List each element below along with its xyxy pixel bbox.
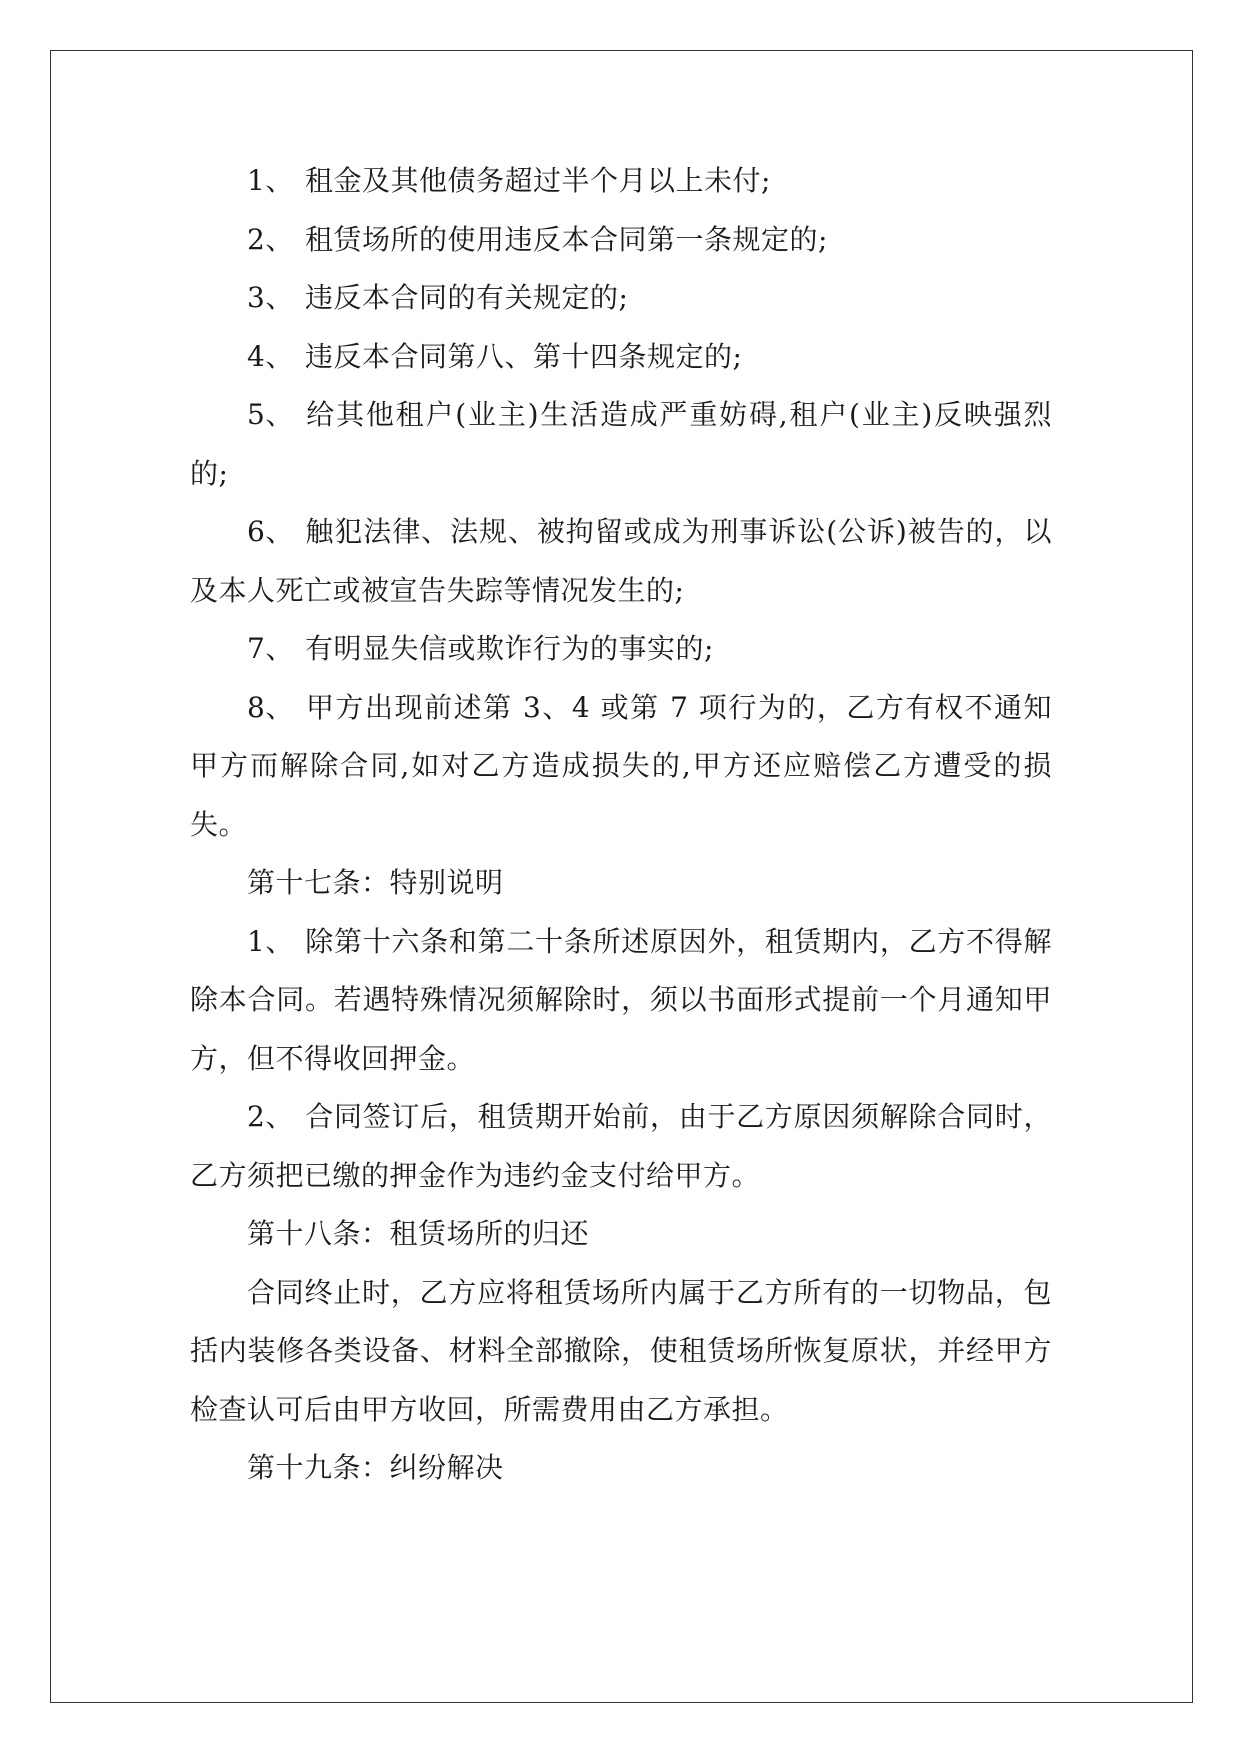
item-number: 6、 — [247, 515, 294, 548]
clause-item-6 — [190, 503, 1052, 620]
heading-text: 第十九条：纠纷解决 — [247, 1451, 504, 1484]
item-number: 3、 — [247, 281, 294, 314]
item-number: 7、 — [247, 632, 294, 665]
item-text: 触犯法律、法规、被拘留或成为刑事诉讼(公诉)被告的，以及本人死亡或被宣告失踪等情况发生的; — [190, 515, 1052, 607]
clause-item-8 — [190, 679, 1052, 855]
item-number: 5、 — [247, 398, 294, 431]
article-18-body — [190, 1264, 1052, 1440]
heading-text: 第十八条：租赁场所的归还 — [247, 1217, 590, 1250]
clause-item-5 — [190, 386, 1052, 503]
item-number: 1、 — [247, 164, 294, 197]
article-17-item-2 — [190, 1088, 1052, 1205]
item-text: 除第十六条和第二十条所述原因外，租赁期内，乙方不得解除本合同。若遇特殊情况须解除时，须以书面形式提前一个月通知甲方，但不得收回押金。 — [190, 924, 1052, 1075]
item-text: 违反本合同第八、第十四条规定的; — [305, 339, 743, 373]
item-text: 有明显失信或欺诈行为的事实的; — [305, 632, 714, 665]
clause-item-3 — [190, 269, 1052, 328]
article-17-heading — [190, 854, 1052, 913]
item-text: 甲方出现前述第 3、4 或第 7 项行为的，乙方有权不通知甲方而解除合同,如对乙方造成损失的,甲方还应赔偿乙方遭受的损失。 — [190, 690, 1052, 841]
item-number: 4、 — [247, 339, 294, 373]
item-text: 租金及其他债务超过半个月以上未付; — [305, 164, 771, 197]
heading-text: 第十七条：特别说明 — [247, 866, 504, 899]
article-18-heading — [190, 1205, 1052, 1264]
item-text: 合同签订后，租赁期开始前，由于乙方原因须解除合同时，乙方须把已缴的押金作为违约金支付给甲方。 — [190, 1100, 1052, 1192]
item-text: 违反本合同的有关规定的; — [305, 281, 629, 314]
document-body — [190, 152, 1052, 1498]
article-17-item-1 — [190, 913, 1052, 1089]
clause-item-2 — [190, 211, 1052, 270]
item-number: 2、 — [247, 1100, 294, 1133]
item-text: 给其他租户(业主)生活造成严重妨碍,租户(业主)反映强烈的; — [190, 398, 1052, 490]
item-text: 租赁场所的使用违反本合同第一条规定的; — [305, 222, 828, 256]
article-19-heading — [190, 1439, 1052, 1498]
item-number: 8、 — [247, 690, 294, 724]
clause-item-1 — [190, 152, 1052, 211]
clause-item-7 — [190, 620, 1052, 679]
item-number: 2、 — [247, 222, 294, 256]
item-number: 1、 — [247, 924, 294, 958]
body-text: 合同终止时，乙方应将租赁场所内属于乙方所有的一切物品，包括内装修各类设备、材料全部撤除，使租赁场所恢复原状，并经甲方检查认可后由甲方收回，所需费用由乙方承担。 — [190, 1275, 1052, 1426]
clause-item-4 — [190, 328, 1052, 387]
